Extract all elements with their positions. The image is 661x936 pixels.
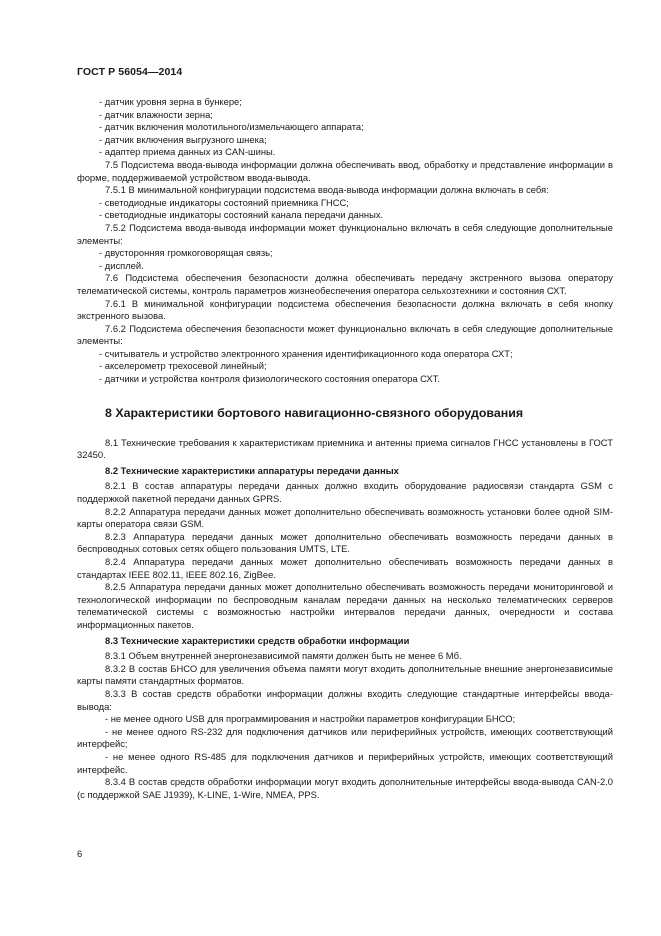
- paragraph: 8.3.2 В состав БНСО для увеличения объема памяти могут входить дополнительные внешние энергонезависимые карты памяти стандартных форматов.: [77, 662, 613, 687]
- paragraph: 7.5.1 В минимальной конфигурации подсистема ввода-вывода информации должна включать в себя:: [105, 184, 549, 196]
- list-item: - светодиодные индикаторы состояний канала передачи данных.: [77, 209, 613, 222]
- subsection-heading: 8.3 Технические характеристики средств обработки информации: [105, 634, 410, 646]
- paragraph: - не менее одного RS-232 для подключения датчиков или периферийных устройств, имеющих соответствующий интерфейс;: [77, 725, 613, 750]
- paragraph: 7.6.2 Подсистема обеспечения безопасности может функционально включать в себя следующие дополнительные элементы:: [77, 322, 613, 347]
- list-item: - считыватель и устройство электронного хранения идентификационного кода оператора СХТ;: [77, 348, 613, 361]
- list-item: - двусторонняя громкоговорящая связь;: [77, 247, 613, 260]
- paragraph: 8.3.1 Объем внутренней энергонезависимой памяти должен быть не менее 6 Мб.: [105, 650, 462, 662]
- list-item: - акселерометр трехосевой линейный;: [77, 360, 613, 373]
- paragraph: 8.1 Технические требования к характеристикам приемника и антенны приема сигналов ГНСС установлены в ГОСТ 32450.: [77, 436, 613, 461]
- list-item: - дисплей.: [77, 260, 613, 273]
- paragraph: - не менее одного RS-485 для подключения датчиков и периферийных устройств, имеющих соответствующий интерфейс.: [77, 750, 613, 775]
- paragraph: 8.2.4 Аппаратура передачи данных может дополнительно обеспечивать возможность передачи данных в стандартах IEEE 802.11, IEEE 802.16, ZigBee.: [77, 556, 613, 580]
- paragraph: 8.3.4 В состав средств обработки информации могут входить дополнительные интерфейсы ввода-вывода CAN-2.0 (с поддержкой SAE J1939), K-LINE, 1-Wire, NMEA, PPS.: [77, 776, 613, 800]
- list-item: - датчик включения молотильного/измельчающего аппарата;: [77, 121, 613, 134]
- page-content: [77, 96, 613, 801]
- paragraph: 8.3.3 В состав средств обработки информации должны входить следующие стандартные интерфейсы ввода-вывода:: [77, 687, 613, 712]
- paragraph: 8.2.5 Аппаратура передачи данных может дополнительно обеспечивать возможность передачи мониторинговой и технологической информации по беспроводным каналам передачи данных на несколько телематических серверов телематической системы с возможностью настройки интервалов передачи данных, очередности и состава информационных пакетов.: [77, 581, 613, 630]
- paragraph: 7.6 Подсистема обеспечения безопасности должна обеспечивать передачу экстренного вызова оператору телематической системы, контроль параметров жизнеобеспечения оператора сельхозтехники и состояния СХТ.: [77, 272, 613, 296]
- document-header: ГОСТ Р 56054—2014: [77, 66, 183, 78]
- list-item: - датчик уровня зерна в бункере;: [77, 96, 613, 109]
- paragraph: 8.2.2 Аппаратура передачи данных может дополнительно обеспечивать возможность установки более одной SIM-карты оператора связи GSM.: [77, 505, 613, 530]
- section-heading: 8 Характеристики бортового навигационно-связного оборудования: [105, 405, 524, 420]
- paragraph: 7.6.1 В минимальной конфигурации подсистема обеспечения безопасности должна включать в себя кнопку экстренного вызова.: [77, 297, 613, 322]
- list-item: - датчик влажности зерна;: [77, 109, 613, 122]
- subsection-heading: 8.2 Технические характеристики аппаратуры передачи данных: [105, 464, 399, 476]
- list-item: - датчики и устройства контроля физиологического состояния оператора СХТ.: [77, 373, 613, 386]
- paragraph: 7.5.2 Подсистема ввода-вывода информации может функционально включать в себя следующие дополнительные элементы:: [77, 221, 613, 246]
- paragraph: 8.2.3 Аппаратура передачи данных может дополнительно обеспечивать возможность передачи данных в беспроводных сотовых сетях общего пользования UMTS, LTE.: [77, 530, 613, 555]
- list-item: - датчик включения выгрузного шнека;: [77, 134, 613, 147]
- list-item: - светодиодные индикаторы состояний приемника ГНСС;: [77, 197, 613, 210]
- paragraph: - не менее одного USB для программирования и настройки параметров конфигурации БНСО;: [105, 713, 516, 725]
- paragraph: 8.2.1 В состав аппаратуры передачи данных должно входить оборудование радиосвязи стандарта GSM с поддержкой пакетной передачи данных GPRS.: [77, 480, 613, 505]
- page-number: 6: [77, 848, 83, 859]
- paragraph: 7.5 Подсистема ввода-вывода информации должна обеспечивать ввод, обработку и представление информации в форме, поддерживаемой устройством ввода-вывода.: [77, 158, 613, 183]
- list-item: - адаптер приема данных из CAN-шины.: [77, 146, 613, 159]
